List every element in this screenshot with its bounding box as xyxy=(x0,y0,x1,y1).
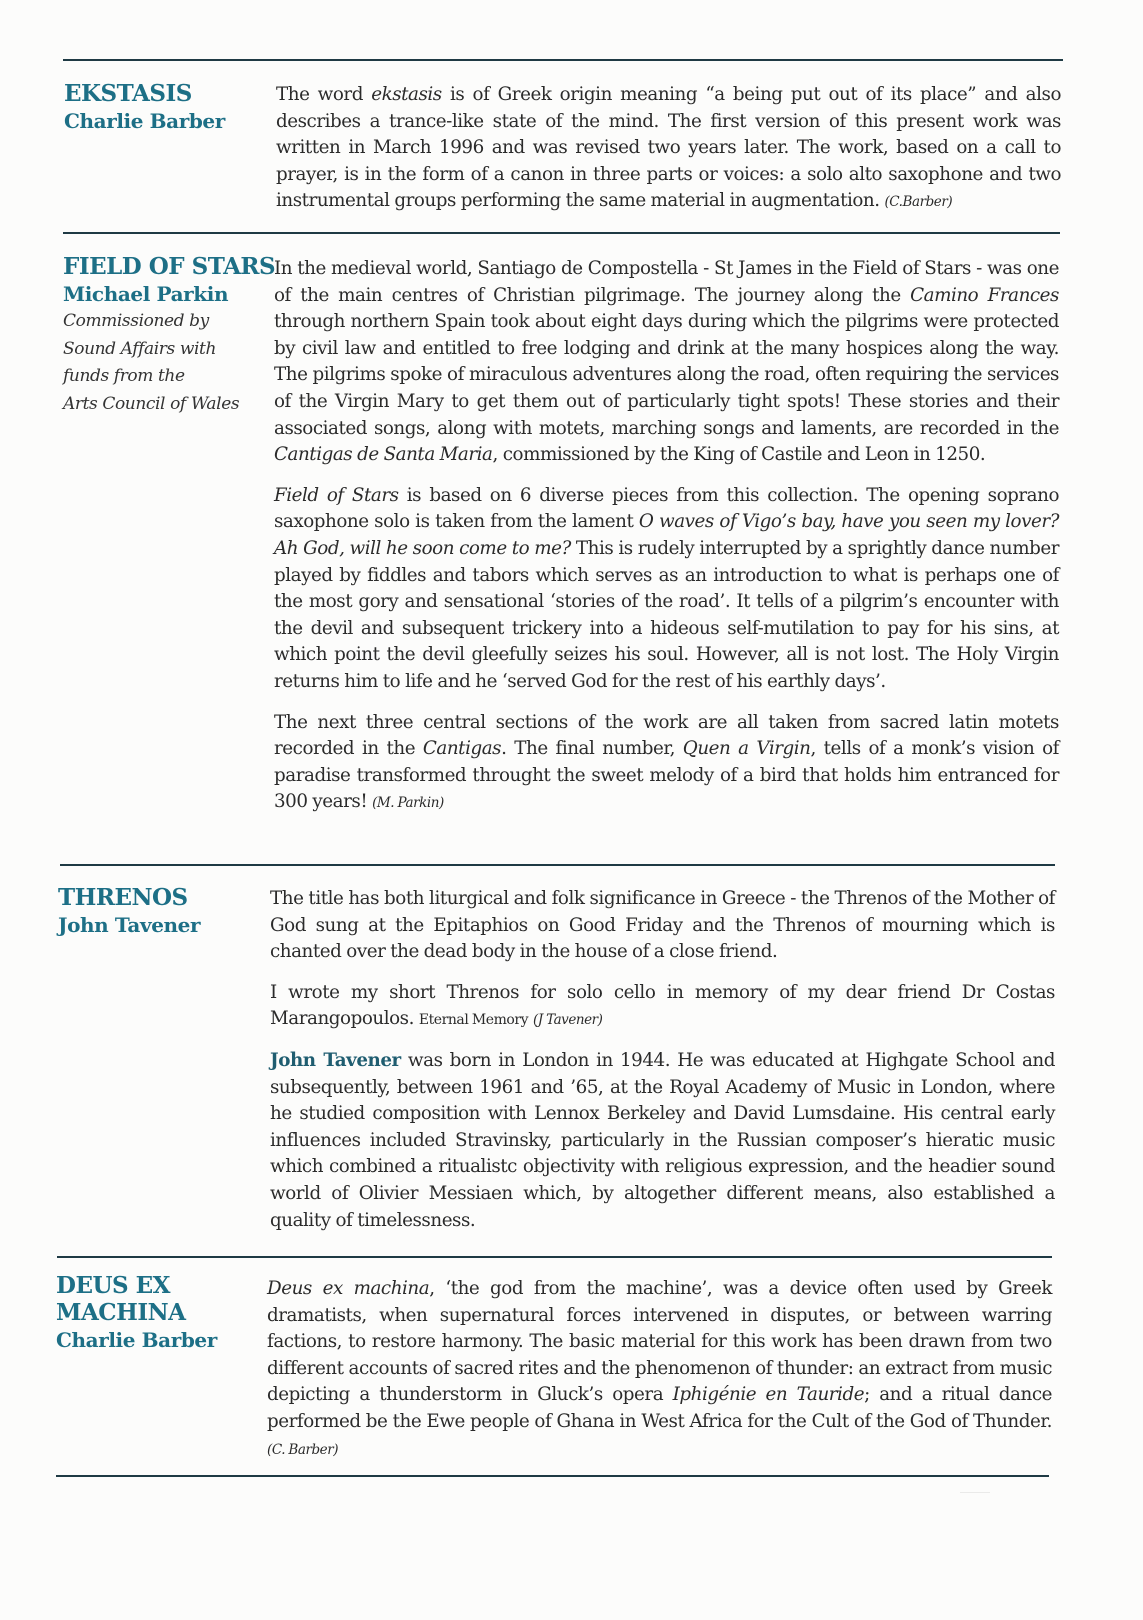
paragraph xyxy=(274,710,1059,817)
piece-title: DEUS EX MACHINA xyxy=(56,1272,186,1326)
section-body xyxy=(270,886,1055,1248)
paper-blemish xyxy=(960,1492,990,1501)
text-run: Camino Frances xyxy=(910,284,1059,306)
paragraph xyxy=(274,483,1059,696)
divider-top xyxy=(63,59,1063,61)
text-run: was born in London in 1944. He was educated at Highgate School and subsequently, between 1961 and ’65, at the Royal Academy of Music in London, where he studied composition with Lennox Berkeley and David Lumsdaine. His central early influences included Stravinsky, particularly in the Russian composer’s hieratic music which combined a ritualistc objectivity with religious expression, and the headier sound world of Olivier Messiaen which, by altogether different means, also established a quality of timelessness. xyxy=(270,1049,1055,1231)
text-run: O waves of Vigo’s bay, have you seen my lover? Ah God, will he soon come to me? xyxy=(274,511,1059,559)
composer-name: John Tavener xyxy=(58,913,201,937)
text-run: ; and a ritual dance performed be the Ewe people of Ghana in West Africa for the Cult of the God of Thunder. xyxy=(267,1384,1052,1432)
text-run: . The final number, xyxy=(501,738,683,760)
attribution: (C.Barber) xyxy=(884,194,953,211)
composer-name: Michael Parkin xyxy=(63,282,229,306)
text-run: The word xyxy=(276,84,372,105)
section-heading xyxy=(56,1272,226,1354)
text-run: Field of Stars xyxy=(274,484,399,506)
text-run: Quen a Virgin xyxy=(682,738,811,760)
paragraph xyxy=(274,256,1059,469)
section-heading xyxy=(63,253,276,418)
text-run: , tells of a monk’s vision of paradise transformed throught the sweet melody of a bird that holds him entranced for 300 years! xyxy=(274,738,1059,813)
piece-title: FIELD OF STARS xyxy=(63,253,276,280)
paragraph xyxy=(270,886,1055,966)
credit-line: Arts Council of Wales xyxy=(63,393,240,414)
divider-field-of-stars-end xyxy=(60,864,1055,866)
composer-name: Charlie Barber xyxy=(56,1328,217,1352)
attribution: (C. Barber) xyxy=(267,1441,339,1458)
text-run: , commissioned by the King of Castile and Leon in 1250. xyxy=(492,444,986,466)
divider-threnos-end xyxy=(57,1256,1052,1258)
attribution: (J Tavener) xyxy=(532,1012,603,1029)
commission-credit xyxy=(63,308,263,418)
text-run: is based on 6 diverse pieces from this collection. The opening soprano saxophone solo is taken from the lament xyxy=(274,484,1059,533)
text-run: This is rudely interrupted by a sprightly dance number played by fiddles and tabors which serves as an introduction to what is perhaps one of the most gory and sensational ‘stories of the road’. It tells of a pilgrim’s encounter with the devil and subsequent trickery into a hideous self-mutilation to pay for his sins, at which point the devil gleefully seizes his soul. However, all is not lost. The Holy Virgin returns him to life and he ‘served God for the rest of his earthly days’. xyxy=(274,537,1059,692)
text-run: , ‘the god from the machine’, was a device often used by Greek dramatists, when supernatural forces intervened in disputes, or between warring factions, to restore harmony. The basic material for this work has been drawn from two different accounts of sacred rites and the phenomenon of thunder: an extract from music depicting a thunderstorm in Gluck’s opera xyxy=(267,1278,1052,1406)
text-run: Cantigas de Santa Maria xyxy=(274,444,493,466)
section-body xyxy=(267,1276,1052,1477)
composer-name-inline: John Tavener xyxy=(270,1049,401,1071)
text-run: through northern Spain took about eight days during which the pilgrims were protected by civil law and entitled to free lodging and drink at the many hospices along the way. The pilgrims spoke of miraculous adventures along the road, often requiring the services of the Virgin Mary to get them out of particularly tight spots! These stories and their associated songs, along with motets, marching songs and laments, are recorded in the xyxy=(274,311,1059,439)
section-heading xyxy=(58,884,258,939)
section-body xyxy=(274,256,1059,831)
divider-ekstasis-end xyxy=(63,232,1060,234)
attribution: Eternal Memory xyxy=(418,1012,529,1029)
attribution: (M. Parkin) xyxy=(372,795,444,812)
paragraph xyxy=(270,1048,1055,1234)
text-run: I wrote my short Threnos for solo cello in memory of my dear friend Dr Costas Marangopoulos. xyxy=(270,981,1055,1030)
piece-title: THRENOS xyxy=(58,884,188,911)
text-run: Deus ex machina xyxy=(267,1278,430,1299)
text-run: The next three central sections of the work are all taken from sacred latin motets recorded in the xyxy=(274,711,1059,760)
paragraph xyxy=(276,82,1061,216)
credit-line: Sound Affairs with xyxy=(63,338,217,359)
text-run: ekstasis xyxy=(371,84,442,105)
credit-line: funds from the xyxy=(63,366,185,386)
section-body xyxy=(276,82,1061,230)
text-run: Cantigas xyxy=(422,738,502,760)
text-run: is of Greek origin meaning “a being put out of its place” and also describes a trance-like state of the mind. The first version of this present work was written in March 1996 and was revised two years later. The work, based on a call to prayer, is in the form of a canon in three parts or voices: a solo alto saxophone and two instrumental groups performing the same material in augmentation. xyxy=(276,84,1061,212)
text-run: In the medieval world, Santiago de Compostella - St James in the Field of Stars - was one of the main centres of Christian pilgrimage. The journey along the xyxy=(274,258,1059,306)
piece-title: EKSTASIS xyxy=(64,80,192,107)
credit-line: Commissioned by xyxy=(63,311,209,331)
paragraph xyxy=(270,980,1055,1034)
text-run: The title has both liturgical and folk significance in Greece - the Threnos of the Mother of God sung at the Epitaphios on Good Friday and the Threnos of mourning which is chanted over the dead body in the house of a close friend. xyxy=(270,888,1055,963)
section-heading xyxy=(64,80,264,135)
composer-name: Charlie Barber xyxy=(64,109,225,133)
text-run: Iphigénie en Tauride xyxy=(672,1384,865,1406)
paragraph xyxy=(267,1276,1052,1463)
